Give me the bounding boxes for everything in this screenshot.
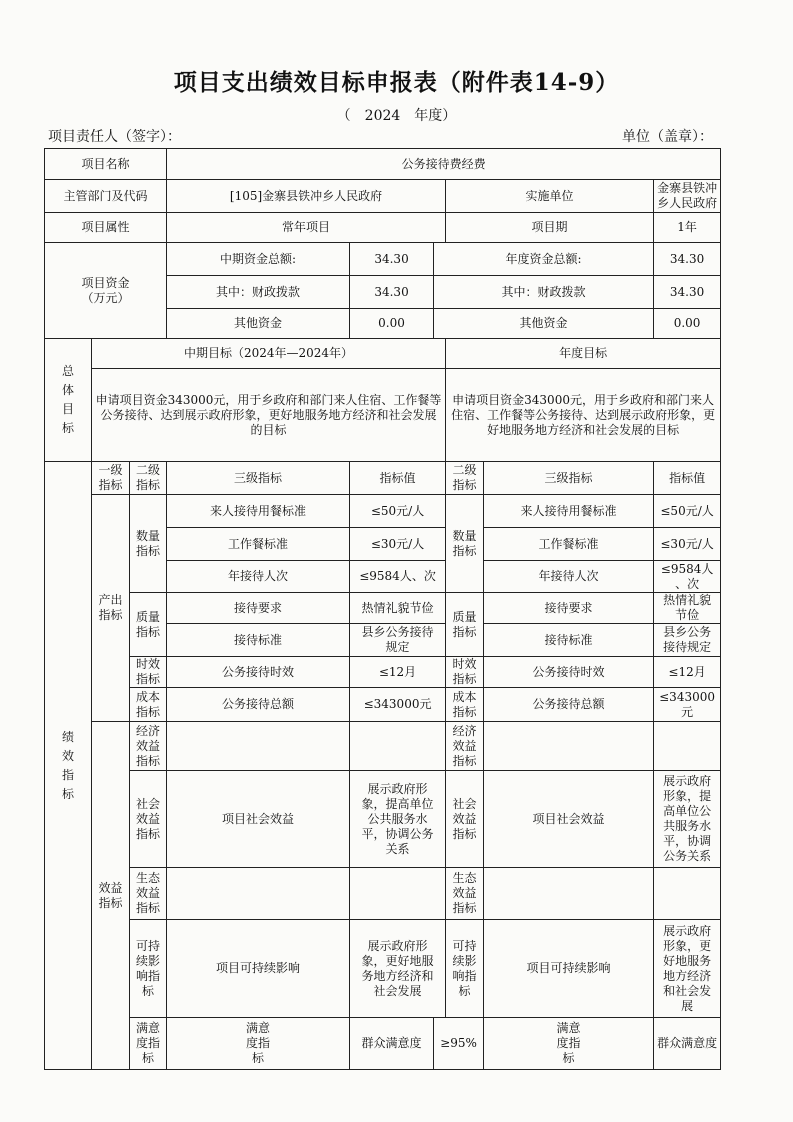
indicator-name: 工作餐标准 xyxy=(167,528,350,561)
indicator-value: ≤50元/人 xyxy=(350,495,446,528)
level3-header: 三级指标 xyxy=(167,462,350,495)
indicator-name: 公务接待总额 xyxy=(167,688,350,722)
mid-total-value: 34.30 xyxy=(350,243,434,276)
year-line: （ 2024 年度） xyxy=(336,108,457,124)
indicator-name: 接待要求 xyxy=(167,593,350,624)
indicator-name-right: 年接待人次 xyxy=(484,561,654,593)
indicator-value: ≤343000元 xyxy=(350,688,446,722)
indicator-name-right xyxy=(484,722,654,771)
indicator-value-right xyxy=(654,722,721,771)
unit-seal-label: 单位（盖章）： xyxy=(622,129,713,145)
year-fiscal-value: 34.30 xyxy=(654,276,721,309)
project-attr-label: 项目属性 xyxy=(45,213,167,243)
satisfaction-sub-label: 满意 度指 标 xyxy=(167,1018,350,1070)
value-header-right: 指标值 xyxy=(654,462,721,495)
year-other-value: 0.00 xyxy=(654,309,721,339)
indicator-value xyxy=(350,868,446,920)
mid-goal-text: 申请项目资金343000元，用于乡政府和部门来人住宿、工作餐等公务接待、达到展示政府形象，更好地服务地方经济和社会发展的目标 xyxy=(92,369,446,462)
indicator-name: 年接待人次 xyxy=(167,561,350,593)
indicator-name-right xyxy=(484,868,654,920)
level2-header-right: 二级 指标 xyxy=(446,462,484,495)
indicator-name-right: 公务接待总额 xyxy=(484,688,654,722)
eco-benefit-label: 生态 效益 指标 xyxy=(130,868,167,920)
impl-unit-label: 实施单位 xyxy=(446,180,654,213)
year-fiscal-label: 其中：财政拨款 xyxy=(434,276,654,309)
benefit-indicator-label: 效益 指标 xyxy=(92,722,130,1070)
economic-benefit-label: 经济 效益 指标 xyxy=(130,722,167,771)
indicator-name: 公务接待时效 xyxy=(167,657,350,688)
indicator-value: 展示政府形 象，更好地服 务地方经济和 社会发展 xyxy=(350,920,446,1018)
quality-indicator-label-right: 质量 指标 xyxy=(446,593,484,657)
mid-other-label: 其他资金 xyxy=(167,309,350,339)
indicator-value-right: ≤343000 元 xyxy=(654,688,721,722)
indicator-value-right: 展示政府 形象，提 高单位公 共服务水 平，协调 公务关系 xyxy=(654,771,721,868)
project-name-value: 公务接待费经费 xyxy=(167,149,721,180)
social-benefit-label-right: 社会 效益 指标 xyxy=(446,771,484,868)
mid-fiscal-value: 34.30 xyxy=(350,276,434,309)
year-goal-header: 年度目标 xyxy=(446,339,721,369)
indicator-value: 展示政府形 象，提高单位 公共服务水 平，协调公务 关系 xyxy=(350,771,446,868)
impl-unit-value: 金寨县铁冲乡人民政府 xyxy=(654,180,721,213)
year-other-label: 其他资金 xyxy=(434,309,654,339)
mid-other-value: 0.00 xyxy=(350,309,434,339)
funds-label: 项目资金 （万元） xyxy=(45,243,167,339)
year-total-value: 34.30 xyxy=(654,243,721,276)
indicator-value-right: ≤12月 xyxy=(654,657,721,688)
project-period-label: 项目期 xyxy=(446,213,654,243)
mid-total-label: 中期资金总额: xyxy=(167,243,350,276)
value-header: 指标值 xyxy=(350,462,446,495)
year-goal-text: 申请项目资金343000元，用于乡政府和部门来人住宿、工作餐等公务接待、达到展示政府形象，更好地服务地方经济和社会发展的目标 xyxy=(446,369,721,462)
page-title: 项目支出绩效目标申报表（附件表14-9） xyxy=(173,69,620,96)
indicator-value-right: ≤9584人 、次 xyxy=(654,561,721,593)
economic-benefit-label-right: 经济 效益 指标 xyxy=(446,722,484,771)
cost-indicator-label-right: 成本 指标 xyxy=(446,688,484,722)
indicator-value: ≥95% xyxy=(434,1018,484,1070)
timeliness-indicator-label: 时效 指标 xyxy=(130,657,167,688)
indicator-name-right: 项目社会效益 xyxy=(484,771,654,868)
satisfaction-sub-label-right: 满意 度指 标 xyxy=(484,1018,654,1070)
indicator-value-right: ≤50元/人 xyxy=(654,495,721,528)
performance-form-table xyxy=(44,148,721,1070)
indicator-value-right: ≤30元/人 xyxy=(654,528,721,561)
project-name-label: 项目名称 xyxy=(45,149,167,180)
indicator-name-right: 项目可持续影响 xyxy=(484,920,654,1018)
quantity-indicator-label: 数量 指标 xyxy=(130,495,167,593)
cost-indicator-label: 成本 指标 xyxy=(130,688,167,722)
level1-header: 一级 指标 xyxy=(92,462,130,495)
satisfaction-indicator-label: 满意 度指 标 xyxy=(130,1018,167,1070)
indicator-name xyxy=(167,868,350,920)
mid-fiscal-label: 其中：财政拨款 xyxy=(167,276,350,309)
indicator-value-right: 热情礼貌 节俭 xyxy=(654,593,721,624)
indicator-name-right: 来人接待用餐标准 xyxy=(484,495,654,528)
indicator-name: 项目可持续影响 xyxy=(167,920,350,1018)
indicator-value: 县乡公务接待 规定 xyxy=(350,624,446,657)
responsible-signature-label: 项目责任人（签字）： xyxy=(48,129,181,145)
indicator-name-right: 接待要求 xyxy=(484,593,654,624)
indicator-value-right xyxy=(654,868,721,920)
indicator-value: 热情礼貌节俭 xyxy=(350,593,446,624)
overall-goal-label: 总体目标 xyxy=(45,339,92,462)
project-attr-value: 常年项目 xyxy=(167,213,446,243)
indicator-name xyxy=(167,722,350,771)
dept-value: [105]金寨县铁冲乡人民政府 xyxy=(167,180,446,213)
sustain-impact-label-right: 可持 续影 响指 标 xyxy=(446,920,484,1018)
quantity-indicator-label-right: 数量 指标 xyxy=(446,495,484,593)
eco-benefit-label-right: 生态 效益 指标 xyxy=(446,868,484,920)
indicator-value: ≤12月 xyxy=(350,657,446,688)
social-benefit-label: 社会 效益 指标 xyxy=(130,771,167,868)
indicator-name: 项目社会效益 xyxy=(167,771,350,868)
timeliness-indicator-label-right: 时效 指标 xyxy=(446,657,484,688)
output-indicator-label: 产出 指标 xyxy=(92,495,130,722)
indicator-name-right: 工作餐标准 xyxy=(484,528,654,561)
indicator-name-right: 接待标准 xyxy=(484,624,654,657)
indicator-value-right: 县乡公务 接待规定 xyxy=(654,624,721,657)
indicator-name-right: 公务接待时效 xyxy=(484,657,654,688)
indicator-value-right: 展示政府 形象，更 好地服务 地方经济 和社会发 展 xyxy=(654,920,721,1018)
indicator-value xyxy=(350,722,446,771)
sustain-impact-label: 可持 续影 响指 标 xyxy=(130,920,167,1018)
level3-header-right: 三级指标 xyxy=(484,462,654,495)
indicator-value: ≤30元/人 xyxy=(350,528,446,561)
dept-label: 主管部门及代码 xyxy=(45,180,167,213)
quality-indicator-label: 质量 指标 xyxy=(130,593,167,657)
project-period-value: 1年 xyxy=(654,213,721,243)
perf-indicator-label: 绩效指标 xyxy=(45,462,92,1070)
mid-goal-header: 中期目标（2024年—2024年） xyxy=(92,339,446,369)
indicator-name-right: 群众满意度 xyxy=(654,1018,721,1070)
indicator-name: 接待标准 xyxy=(167,624,350,657)
indicator-name: 群众满意度 xyxy=(350,1018,434,1070)
indicator-name: 来人接待用餐标准 xyxy=(167,495,350,528)
indicator-value: ≤9584人、次 xyxy=(350,561,446,593)
level2-header: 二级 指标 xyxy=(130,462,167,495)
year-total-label: 年度资金总额: xyxy=(434,243,654,276)
